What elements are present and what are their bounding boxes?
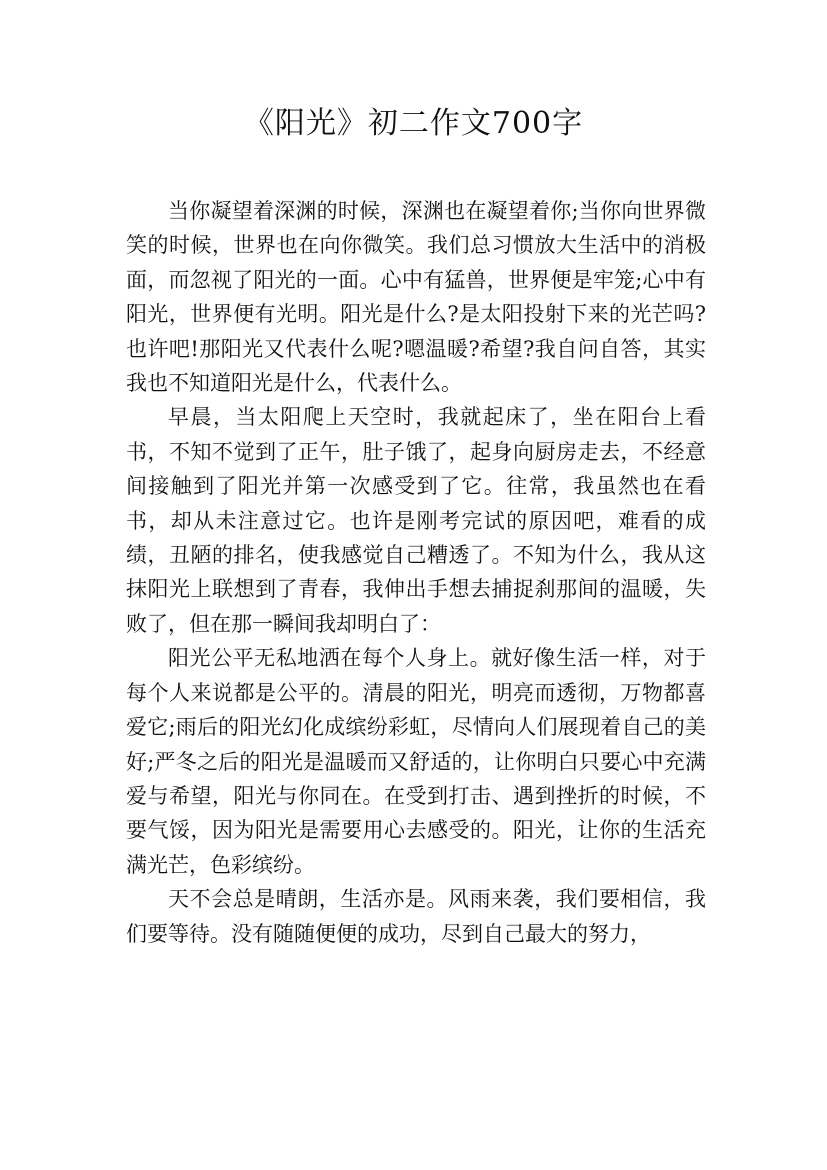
paragraph-1: 当你凝望着深渊的时候，深渊也在凝望着你;当你向世界微笑的时候，世界也在向你微笑。我们总习惯放大生活中的消极面，而忽视了阳光的一面。心中有猛兽，世界便是牢笼;心中有阳光，世界便有光明。阳光是什么?是太阳投射下来的光芒吗?也许吧!那阳光又代表什么呢?嗯温暖?希望?我自问自答，其实我也不知道阳光是什么，代表什么。: [126, 199, 706, 396]
paragraph-4: 天不会总是晴朗，生活亦是。风雨来袭，我们要相信，我们要等待。没有随随便便的成功，尽到自己最大的努力，: [126, 887, 706, 946]
paragraph-2: 早晨，当太阳爬上天空时，我就起床了，坐在阳台上看书，不知不觉到了正午，肚子饿了，起身向厨房走去，不经意间接触到了阳光并第一次感受到了它。往常，我虽然也在看书，却从未注意过它。也许是刚考完试的原因吧，难看的成绩，丑陋的排名，使我感觉自己糟透了。不知为什么，我从这抹阳光上联想到了青春，我伸出手想去捕捉刹那间的温暖，失败了，但在那一瞬间我却明白了：: [126, 405, 706, 636]
paragraph-3: 阳光公平无私地洒在每个人身上。就好像生活一样，对于每个人来说都是公平的。清晨的阳光，明亮而透彻，万物都喜爱它;雨后的阳光幻化成缤纷彩虹，尽情向人们展现着自己的美好;严冬之后的阳光是温暖而又舒适的，让你明白只要心中充满爱与希望，阳光与你同在。在受到打击、遇到挫折的时候，不要气馁，因为阳光是需要用心去感受的。阳光，让你的生活充满光芒，色彩缤纷。: [126, 646, 706, 877]
essay-body: [126, 194, 706, 951]
document-title: 《阳光》初二作文700字: [243, 106, 584, 141]
